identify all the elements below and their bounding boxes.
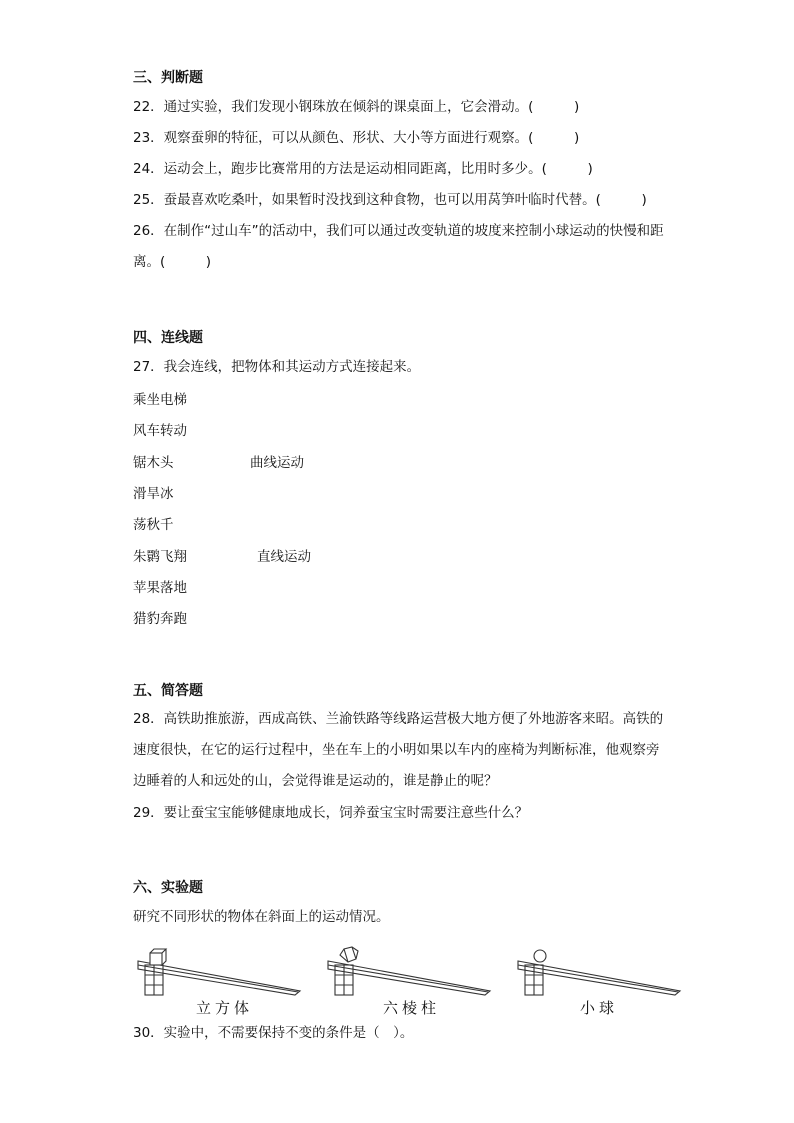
- question-27: 27．我会连线，把物体和其运动方式连接起来。: [133, 359, 421, 375]
- question-30: 30．实验中，不需要保持不变的条件是（ ）。: [133, 1025, 414, 1041]
- question-24: 24．运动会上，跑步比赛常用的方法是运动相同距离，比用时多少。( ): [133, 161, 593, 177]
- object-item: 锯木头: [133, 455, 174, 471]
- figure-label-ball: 小球: [580, 999, 619, 1017]
- experiment-intro: 研究不同形状的物体在斜面上的运动情况。: [133, 909, 390, 925]
- question-22: 22．通过实验，我们发现小钢珠放在倾斜的课桌面上，它会滑动。( ): [133, 99, 580, 115]
- figure-label-cube: 立方体: [196, 999, 254, 1017]
- object-item: 滑旱冰: [133, 486, 174, 502]
- ramp-figure: [130, 935, 690, 1025]
- question-23: 23．观察蚕卵的特征，可以从颜色、形状、大小等方面进行观察。( ): [133, 130, 580, 146]
- question-28: 28．高铁助推旅游，西成高铁、兰渝铁路等线路运营极大地方便了外地游客来昭。高铁的速度很快，在它的运行过程中，坐在车上的小明如果以车内的座椅为判断标准，他观察旁边睡着的人和远处的山，会觉得谁是运动的，谁是静止的呢？: [133, 711, 664, 789]
- ball-shape: [534, 950, 546, 962]
- figure-label-hex-prism: 六棱柱: [383, 999, 441, 1017]
- cube-shape: [150, 953, 162, 965]
- section-heading-experiment: 六、实验题: [133, 880, 203, 896]
- object-item: 苹果落地: [133, 580, 187, 596]
- section-heading-judgement: 三、判断题: [133, 70, 203, 86]
- ramp-cube: [138, 949, 300, 995]
- section-heading-matching: 四、连线题: [133, 330, 203, 346]
- motion-item-straight: 直线运动: [257, 549, 311, 565]
- question-29: 29．要让蚕宝宝能够健康地成长，饲养蚕宝宝时需要注意些什么？: [133, 805, 529, 821]
- ramp-hex-prism: [328, 947, 490, 995]
- hex-prism-shape: [340, 947, 358, 962]
- ramp-ball: [518, 950, 680, 995]
- object-item: 乘坐电梯: [133, 392, 187, 408]
- object-item: 荡秋千: [133, 517, 174, 533]
- section-heading-short-answer: 五、简答题: [133, 683, 203, 699]
- object-item: 猎豹奔跑: [133, 611, 187, 627]
- object-item: 朱鹮飞翔: [133, 549, 187, 565]
- object-item: 风车转动: [133, 423, 187, 439]
- question-26: 26．在制作“过山车”的活动中，我们可以通过改变轨道的坡度来控制小球运动的快慢和距离。( ): [133, 223, 664, 270]
- question-25: 25．蚕最喜欢吃桑叶，如果暂时没找到这种食物，也可以用莴笋叶临时代替。( ): [133, 192, 647, 208]
- motion-item-curve: 曲线运动: [250, 455, 304, 471]
